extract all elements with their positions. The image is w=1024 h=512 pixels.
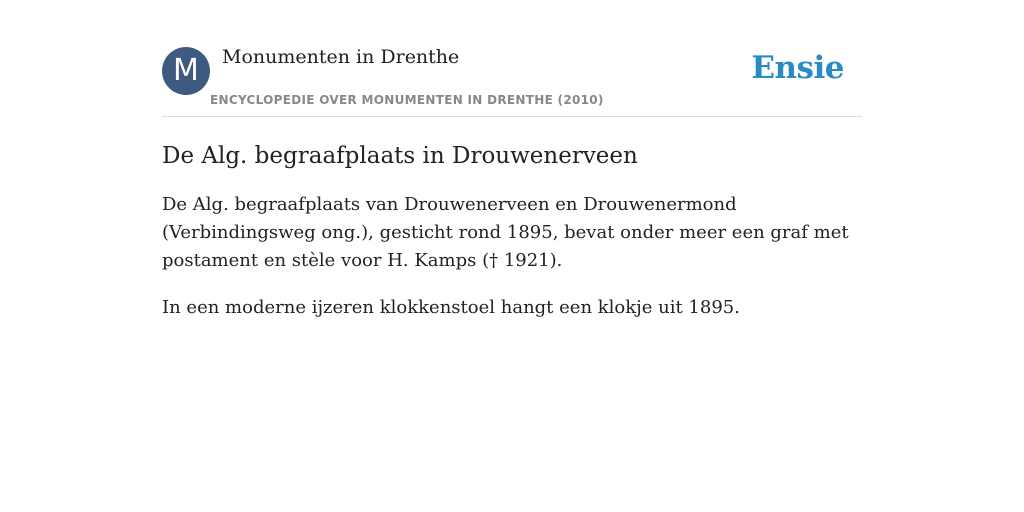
article-title: De Alg. begraafplaats in Drouwenerveen — [162, 143, 638, 169]
article-paragraph: In een moderne ijzeren klokkenstoel hangt een klokje uit 1895. — [162, 297, 740, 318]
source-title[interactable]: Monumenten in Drenthe — [222, 46, 460, 68]
source-avatar[interactable]: M — [162, 47, 210, 95]
article-paragraph: De Alg. begraafplaats van Drouwenerveen en Drouwenermond (Verbindingsweg ong.), gesticht rond 1895, bevat onder meer een graf met postament en stèle voor H. Kamps († 1921). — [162, 194, 849, 271]
ensie-logo[interactable]: Ensie — [751, 50, 844, 86]
source-subtitle: ENCYCLOPEDIE OVER MONUMENTEN IN DRENTHE (2010) — [210, 93, 604, 107]
page-container — [162, 0, 862, 322]
source-header — [162, 0, 862, 117]
